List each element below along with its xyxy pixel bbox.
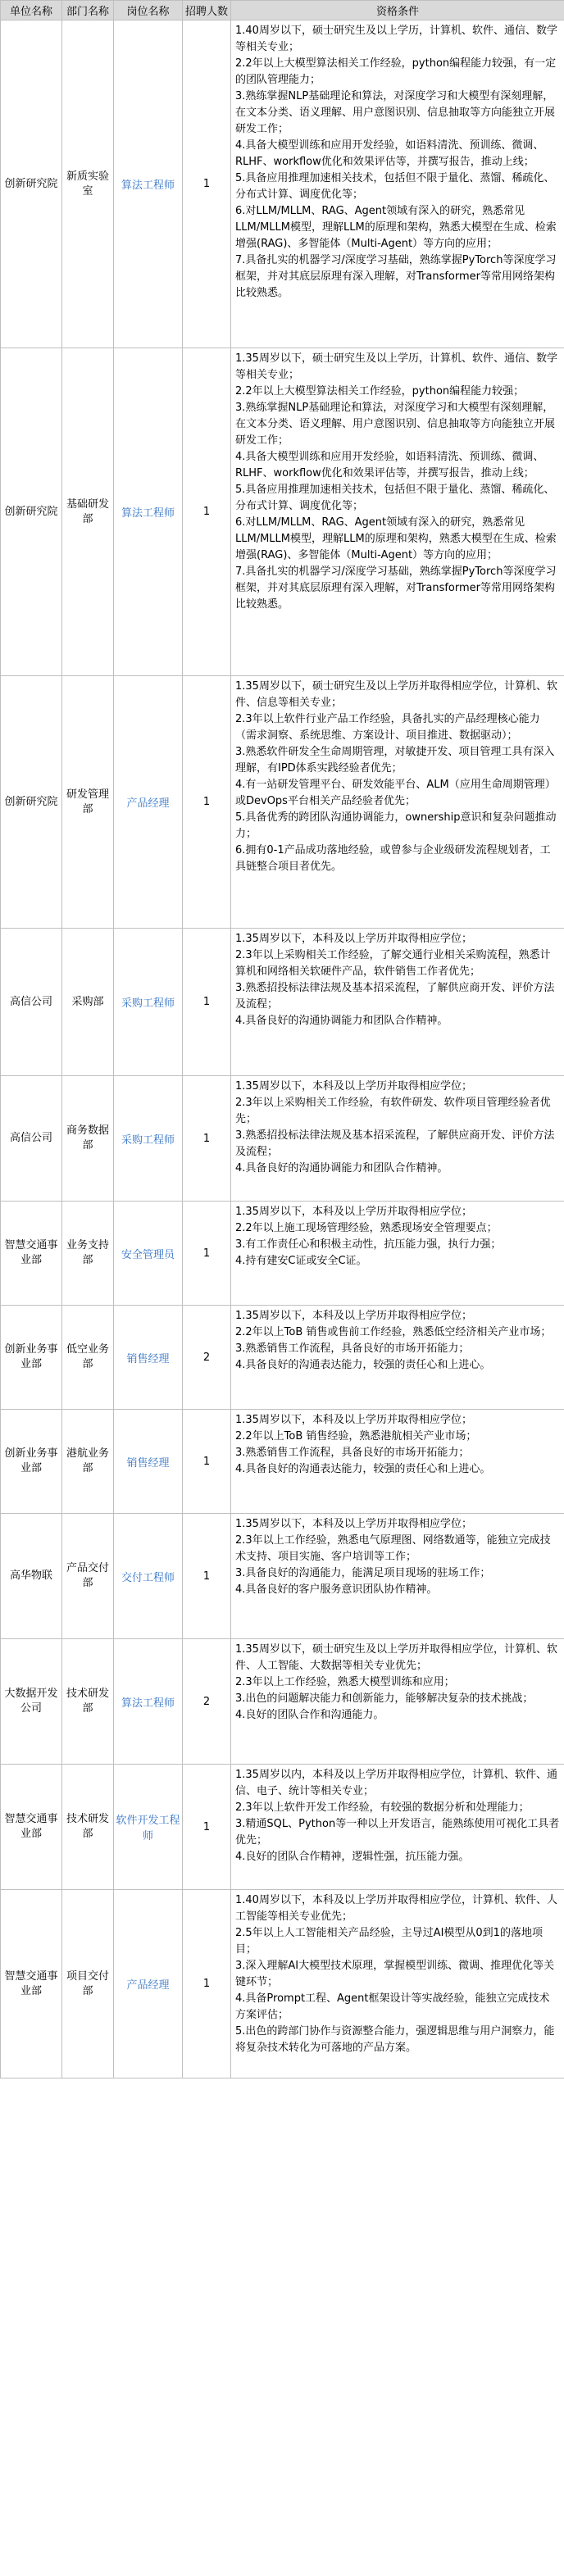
dept-cell: 项目交付部 [62, 1890, 114, 2079]
count-cell: 1 [183, 348, 231, 676]
table-row [1, 1076, 564, 1202]
unit-cell: 高华物联 [1, 1514, 62, 1639]
count-cell: 1 [183, 1514, 231, 1639]
dept-cell: 商务数据部 [62, 1076, 114, 1202]
requirements-cell: 1.35周岁以下，本科及以上学历并取得相应学位； 2.2年以上ToB 销售或售前工作经验，熟悉低空经济相关产业市场； 3.熟悉销售工作流程，具备良好的市场开拓能力； 4.具备良好的沟通表达能力，较强的责任心和上进心。 [231, 1306, 564, 1410]
position-link[interactable]: 采购工程师 [121, 1134, 175, 1147]
requirements-cell: 1.35周岁以下，硕士研究生及以上学历并取得相应学位，计算机、软件、信息等相关专业； 2.3年以上软件行业产品工作经验，具备扎实的产品经理核心能力（需求洞察、系统思维、方案设计、项目推进、数据驱动）； 3.熟悉软件研发全生命周期管理，对敏捷开发、项目管理工具有深入理解，有IPD体系实践经验者优先； 4.有一站研发管理平台、研发效能平台、ALM（应用生命周期管理）或DevOps平台相关产品经验者优先； 5.具备优秀的跨团队沟通协调能力，ownership意识和复杂问题推动力； 6.拥有0-1产品成功落地经验，或曾参与企业级研发流程规划者，工具链整合项目者优先。 [231, 676, 564, 929]
count-cell: 1 [183, 1076, 231, 1202]
header-requirements: 资格条件 [231, 1, 564, 20]
position-link[interactable]: 软件开发工程师 [116, 1815, 180, 1842]
count-cell: 2 [183, 1306, 231, 1410]
table-header-row [1, 1, 564, 20]
table-row [1, 1410, 564, 1514]
count-cell: 1 [183, 676, 231, 929]
unit-cell: 创新业务事业部 [1, 1410, 62, 1514]
unit-cell: 创新研究院 [1, 20, 62, 348]
requirements-cell: 1.35周岁以下，本科及以上学历并取得相应学位； 2.3年以上采购相关工作经验，有软件研发、软件项目管理经验者优先； 3.熟悉招投标法律法规及基本招采流程，了解供应商开发、评价方法及流程； 4.具备良好的沟通协调能力和团队合作精神。 [231, 1076, 564, 1202]
position-link[interactable]: 算法工程师 [121, 1697, 175, 1710]
unit-cell: 智慧交通事业部 [1, 1202, 62, 1306]
requirements-cell: 1.40周岁以下，硕士研究生及以上学历，计算机、软件、通信、数学等相关专业； 2.2年以上大模型算法相关工作经验，python编程能力较强，有一定的团队管理能力； 3.熟练掌握NLP基础理论和算法，对深度学习和大模型有深刻理解，在文本分类、语义理解、用户意图识别、信息抽取等方向能独立开展研发工作； 4.具备大模型训练和应用开发经验，如语料清洗、预训练、微调、RLHF、workflow优化和效果评估等，并撰写报告，推动上线； 5.具备应用推理加速相关技术，包括但不限于量化、蒸馏、稀疏化、分布式计算、调度优化等； 6.对LLM/MLLM、RAG、Agent领域有深入的研究，熟悉常见LLM/MLLM模型，理解LLM的原理和架构，熟悉大模型在生成、检索增强(RAG)、多智能体（Multi-Agent）等方向的应用； 7.具备扎实的机器学习/深度学习基础，熟练掌握PyTorch等深度学习框架，并对其底层原理有深入理解，对Transformer等常用网络架构比较熟悉。 [231, 20, 564, 348]
table-row [1, 1765, 564, 1890]
dept-cell: 技术研发部 [62, 1765, 114, 1890]
table-row [1, 20, 564, 348]
dept-cell: 港航业务部 [62, 1410, 114, 1514]
dept-cell: 技术研发部 [62, 1639, 114, 1765]
dept-cell: 业务支持部 [62, 1202, 114, 1306]
requirements-cell: 1.35周岁以下，硕士研究生及以上学历并取得相应学位，计算机、软件、人工智能、大数据等相关专业优先； 2.3年以上工作经验，熟悉大模型训练和应用； 3.出色的问题解决能力和创新能力，能够解决复杂的技术挑战； 4.良好的团队合作和沟通能力。 [231, 1639, 564, 1765]
dept-cell: 基础研发部 [62, 348, 114, 676]
requirements-cell: 1.40周岁以下，本科及以上学历并取得相应学位，计算机、软件、人工智能等相关专业优先； 2.5年以上人工智能相关产品经验，主导过AI模型从0到1的落地项目； 3.深入理解AI大模型技术原理，掌握模型训练、微调、推理优化等关键环节； 4.具备Prompt工程、Agent框架设计等实战经验，能独立完成技术方案评估； 5.出色的跨部门协作与资源整合能力，强逻辑思维与用户洞察力，能将复杂技术转化为可落地的产品方案。 [231, 1890, 564, 2079]
count-cell: 1 [183, 1765, 231, 1890]
header-count: 招聘人数 [183, 1, 231, 20]
header-unit: 单位名称 [1, 1, 62, 20]
table-row [1, 1306, 564, 1410]
unit-cell: 智慧交通事业部 [1, 1765, 62, 1890]
table-row [1, 348, 564, 676]
position-link[interactable]: 算法工程师 [121, 179, 175, 192]
count-cell: 1 [183, 929, 231, 1076]
unit-cell: 大数据开发公司 [1, 1639, 62, 1765]
position-link[interactable]: 销售经理 [126, 1352, 170, 1365]
table-row [1, 1639, 564, 1765]
requirements-cell: 1.35周岁以内，本科及以上学历并取得相应学位，计算机、软件、通信、电子、统计等相关专业； 2.3年以上软件开发工作经验，有较强的数据分析和处理能力； 3.精通SQL、Python等一种以上开发语言，能熟练使用可视化工具者优先； 4.良好的团队合作精神，逻辑性强，抗压能力强。 [231, 1765, 564, 1890]
unit-cell: 创新业务事业部 [1, 1306, 62, 1410]
dept-cell: 研发管理部 [62, 676, 114, 929]
position-link[interactable]: 产品经理 [126, 797, 170, 810]
header-position: 岗位名称 [114, 1, 183, 20]
table-row [1, 1514, 564, 1639]
count-cell: 1 [183, 20, 231, 348]
table-row [1, 1202, 564, 1306]
position-link[interactable]: 交付工程师 [121, 1571, 175, 1584]
table-row [1, 676, 564, 929]
position-link[interactable]: 采购工程师 [121, 997, 175, 1010]
requirements-cell: 1.35周岁以下，硕士研究生及以上学历，计算机、软件、通信、数学等相关专业； 2.2年以上大模型算法相关工作经验，python编程能力较强； 3.熟练掌握NLP基础理论和算法，对深度学习和大模型有深刻理解，在文本分类、语义理解、用户意图识别、信息抽取等方向能独立开展研发工作； 4.具备大模型训练和应用开发经验，如语料清洗、预训练、微调、RLHF、workflow优化和效果评估等，并撰写报告，推动上线； 5.具备应用推理加速相关技术，包括但不限于量化、蒸馏、稀疏化、分布式计算、调度优化等； 6.对LLM/MLLM、RAG、Agent领域有深入的研究，熟悉常见LLM/MLLM模型，理解LLM的原理和架构，熟悉大模型在生成、检索增强(RAG)、多智能体（Multi-Agent）等方向的应用； 7.具备扎实的机器学习/深度学习基础，熟练掌握PyTorch等深度学习框架，并对其底层原理有深入理解，对Transformer等常用网络架构比较熟悉。 [231, 348, 564, 676]
requirements-cell: 1.35周岁以下，本科及以上学历并取得相应学位； 2.2年以上施工现场管理经验，熟悉现场安全管理要点； 3.有工作责任心和积极主动性，抗压能力强，执行力强； 4.持有建安C证或安全C证。 [231, 1202, 564, 1306]
unit-cell: 高信公司 [1, 1076, 62, 1202]
unit-cell: 高信公司 [1, 929, 62, 1076]
count-cell: 1 [183, 1890, 231, 2079]
count-cell: 1 [183, 1410, 231, 1514]
position-link[interactable]: 算法工程师 [121, 507, 175, 520]
dept-cell: 新质实验室 [62, 20, 114, 348]
table-row [1, 1890, 564, 2079]
position-link[interactable]: 产品经理 [126, 1979, 170, 1992]
dept-cell: 低空业务部 [62, 1306, 114, 1410]
unit-cell: 创新研究院 [1, 348, 62, 676]
header-dept: 部门名称 [62, 1, 114, 20]
requirements-cell: 1.35周岁以下，本科及以上学历并取得相应学位； 2.2年以上ToB 销售经验，熟悉港航相关产业市场； 3.熟悉销售工作流程，具备良好的市场开拓能力； 4.具备良好的沟通表达能力，较强的责任心和上进心。 [231, 1410, 564, 1514]
requirements-cell: 1.35周岁以下，本科及以上学历并取得相应学位； 2.3年以上工作经验，熟悉电气原理图、网络数通等，能独立完成技术支持、项目实施、客户培训等工作； 3.具备良好的沟通能力，能满足项目现场的驻场工作； 4.具备良好的客户服务意识团队协作精神。 [231, 1514, 564, 1639]
unit-cell: 创新研究院 [1, 676, 62, 929]
count-cell: 1 [183, 1202, 231, 1306]
unit-cell: 智慧交通事业部 [1, 1890, 62, 2079]
position-link[interactable]: 销售经理 [126, 1456, 170, 1470]
count-cell: 2 [183, 1639, 231, 1765]
dept-cell: 采购部 [62, 929, 114, 1076]
position-link[interactable]: 安全管理员 [121, 1248, 175, 1261]
requirements-cell: 1.35周岁以下，本科及以上学历并取得相应学位； 2.3年以上采购相关工作经验，了解交通行业相关采购流程，熟悉计算机和网络相关软硬件产品，软件销售工作者优先； 3.熟悉招投标法律法规及基本招采流程，了解供应商开发、评价方法及流程； 4.具备良好的沟通协调能力和团队合作精神。 [231, 929, 564, 1076]
table-row [1, 929, 564, 1076]
dept-cell: 产品交付部 [62, 1514, 114, 1639]
